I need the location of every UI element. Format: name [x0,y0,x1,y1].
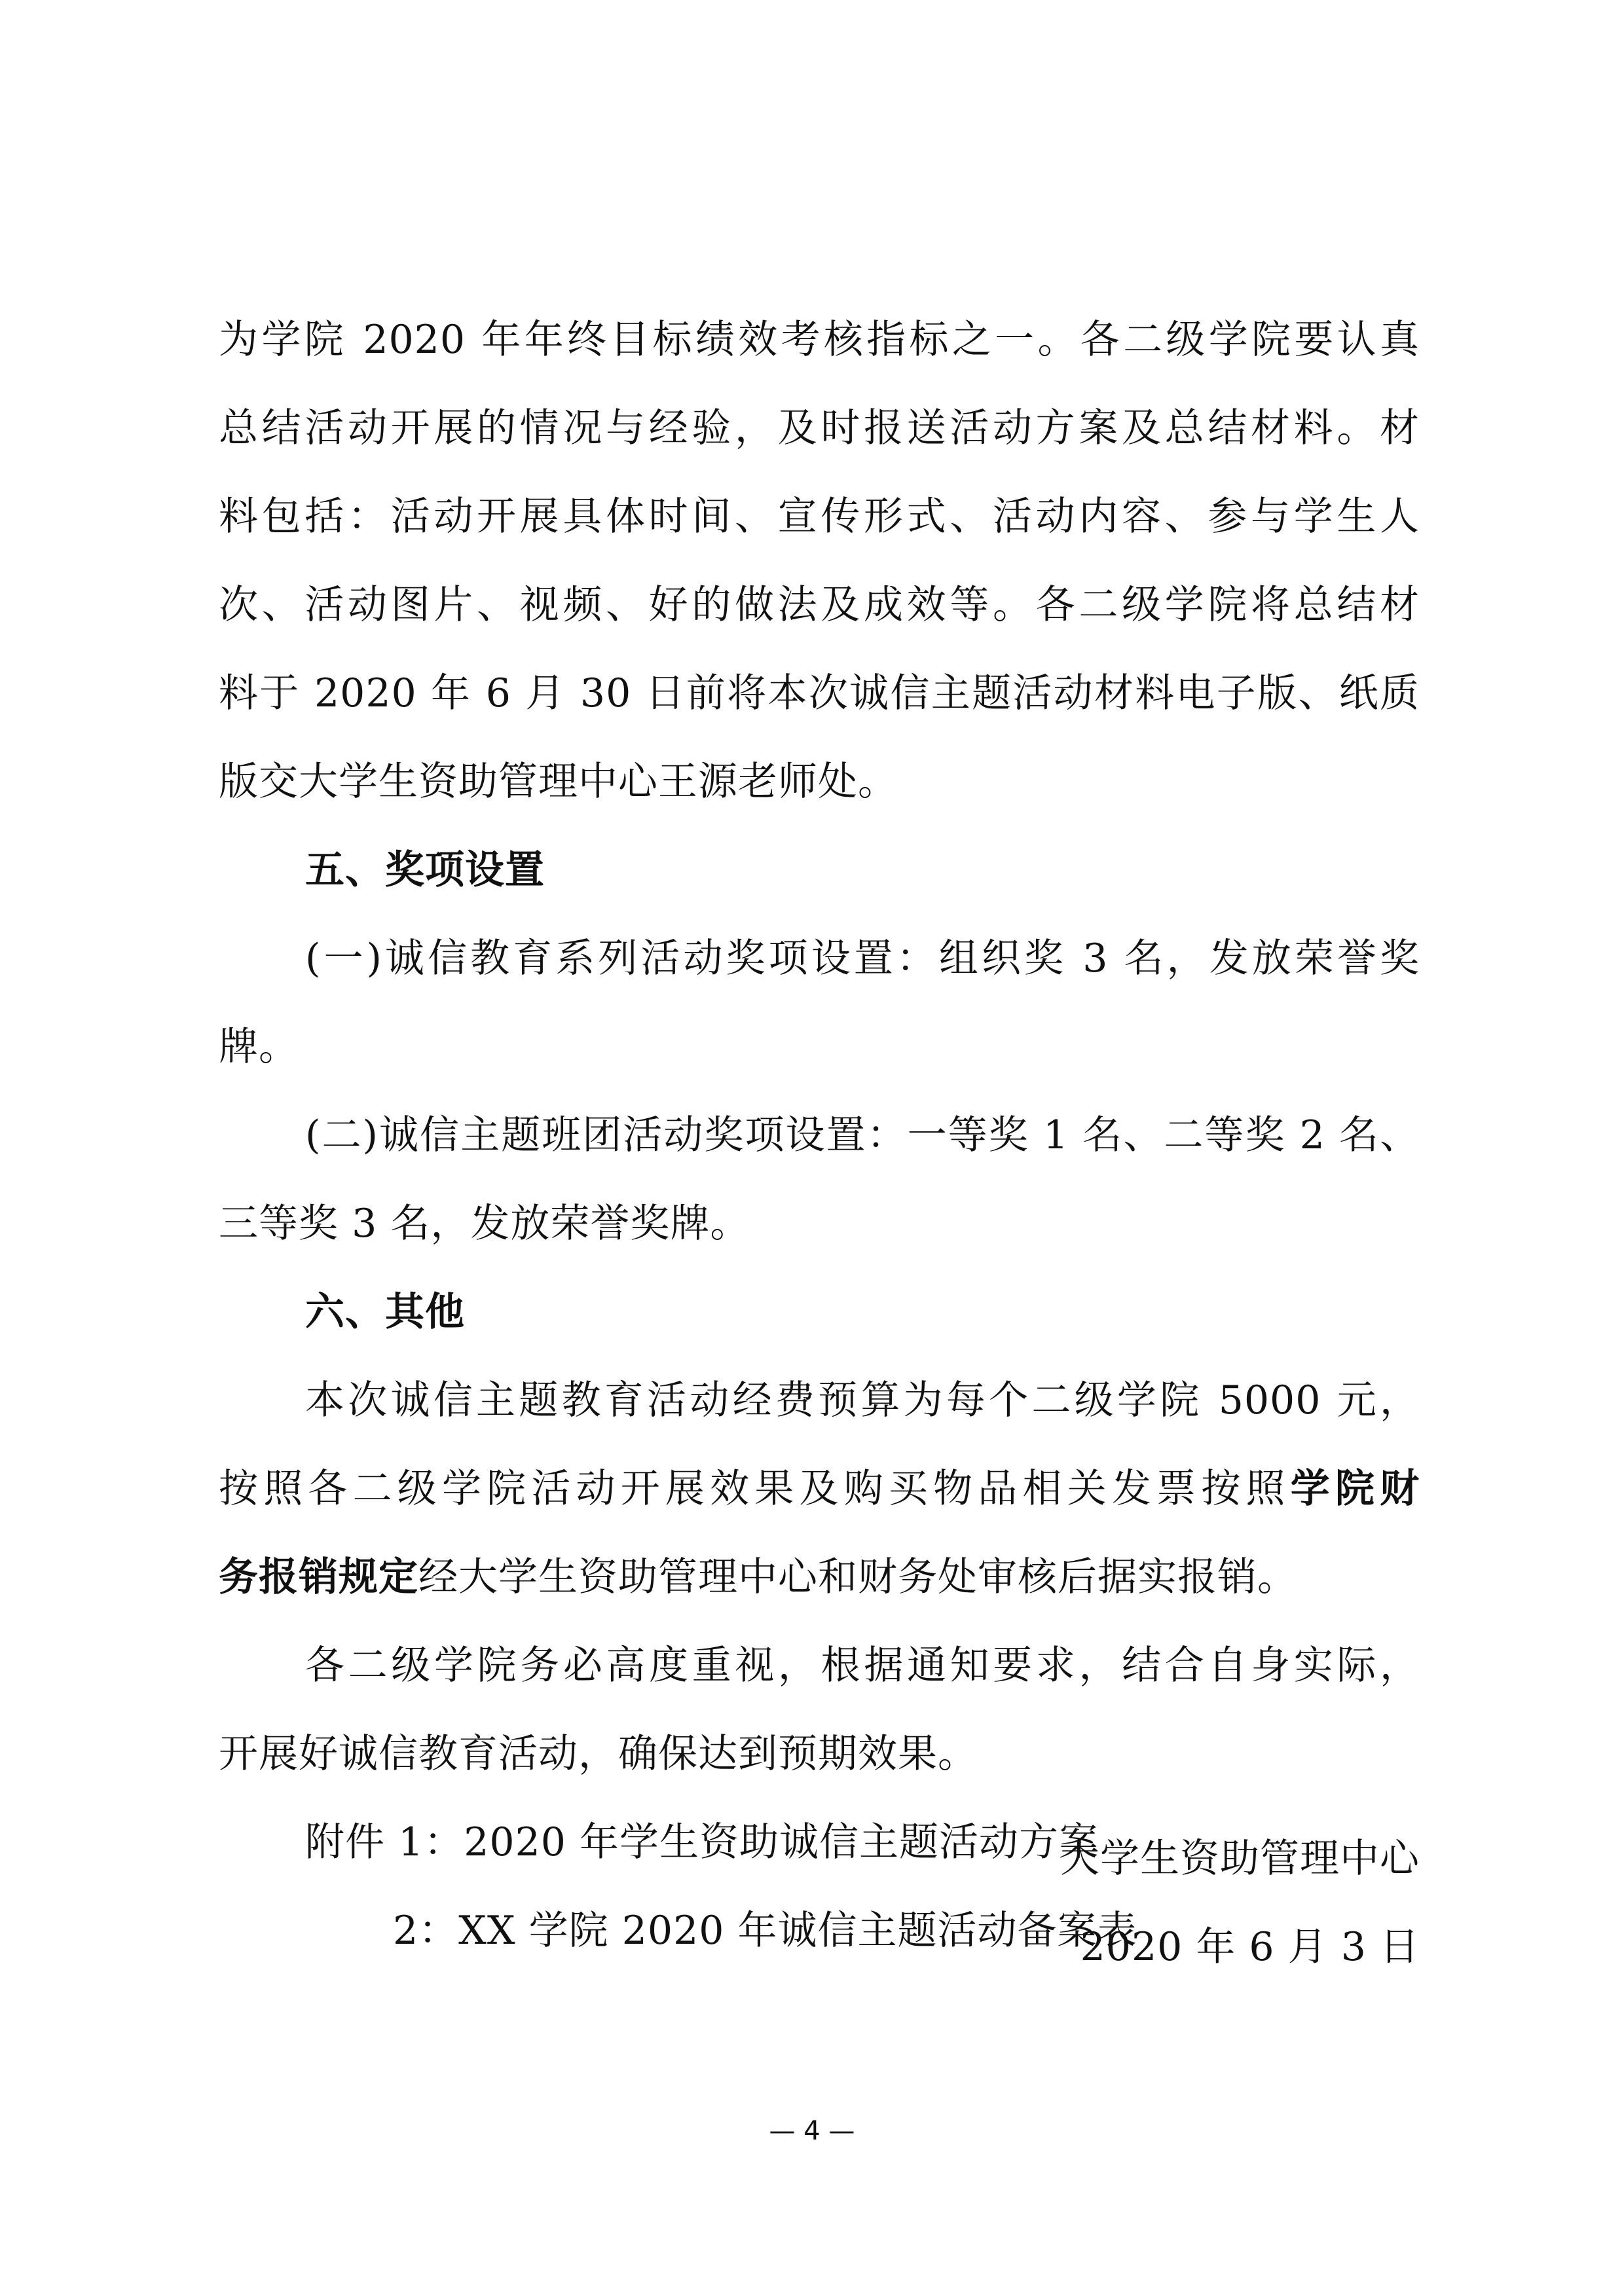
award-item-line: (一)诚信教育系列活动奖项设置：组织奖 3 名，发放荣誉奖 [305,936,1420,981]
award-item-line: (二)诚信主题班团活动奖项设置：一等奖 1 名、二等奖 2 名、 [305,1112,1420,1158]
body-line: 料包括：活动开展具体时间、宣传形式、活动内容、参与学生人 [219,494,1420,539]
section-heading-awards: 五、奖项设置 [305,847,545,893]
other-paragraph-line: 本次诚信主题教育活动经费预算为每个二级学院 5000 元， [305,1377,1420,1423]
attachment-line-2: 2：XX 学院 2020 年诚信主题活动备案表 [393,1908,1137,1954]
section-heading-other: 六、其他 [305,1289,465,1335]
page-number: — 4 — [769,2116,855,2146]
bold-text: 学院财 [1290,1466,1420,1512]
body-line: 次、活动图片、视频、好的做法及成效等。各二级学院将总结材 [219,582,1420,628]
body-line: 总结活动开展的情况与经验，及时报送活动方案及总结材料。材 [219,405,1420,451]
other-paragraph-line [219,1445,1420,1533]
normal-text: 经大学生资助管理中心和财务处审核后据实报销。 [418,1554,1297,1600]
other-paragraph-line [219,1533,1420,1622]
document-body [219,296,1420,1975]
signature-date: 2020 年 6 月 3 日 [1080,1924,1420,1970]
body-line: 版交大学生资助管理中心王源老师处。 [219,759,898,805]
award-item-line: 牌。 [219,1024,299,1070]
body-line: 料于 2020 年 6 月 30 日前将本次诚信主题活动材料电子版、纸质 [219,670,1420,716]
award-item-line: 三等奖 3 名，发放荣誉奖牌。 [219,1201,750,1247]
normal-text: 按照各二级学院活动开展效果及购买物品相关发票按照 [219,1466,1291,1512]
signature-organization: 大学生资助管理中心 [1060,1836,1420,1882]
other-paragraph-line: 各二级学院务必高度重视，根据通知要求，结合自身实际， [305,1643,1420,1688]
bold-text: 务报销规定 [219,1554,418,1600]
other-paragraph-line: 开展好诚信教育活动，确保达到预期效果。 [219,1731,978,1777]
attachment-line-1: 附件 1：2020 年学生资助诚信主题活动方案 [305,1819,1099,1865]
body-line: 为学院 2020 年年终目标绩效考核指标之一。各二级学院要认真 [219,317,1420,363]
